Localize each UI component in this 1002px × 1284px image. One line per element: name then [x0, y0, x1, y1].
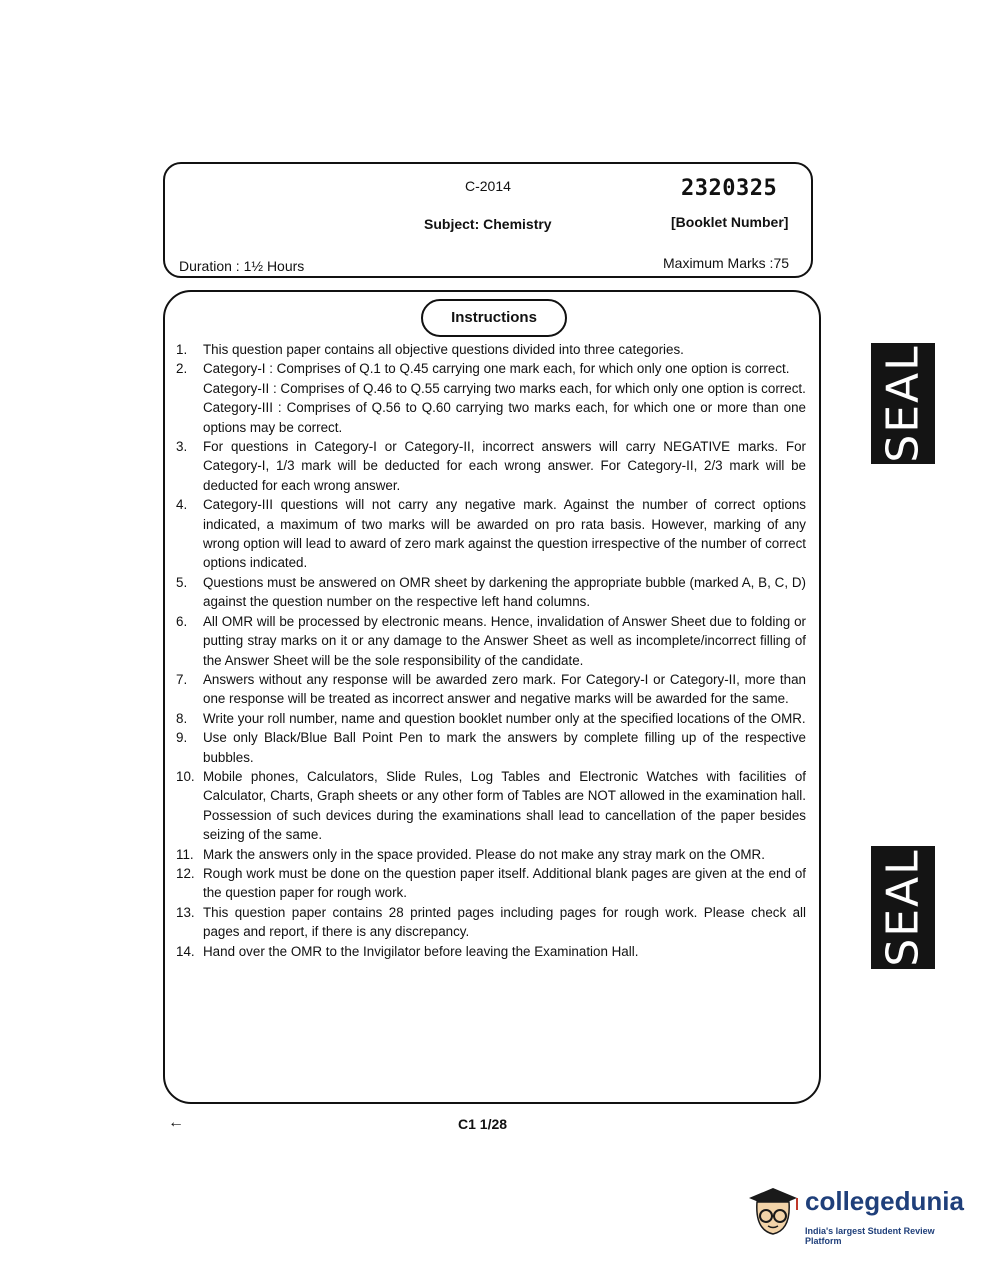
logo-tagline: India's largest Student Review Platform — [805, 1226, 935, 1246]
instruction-number: 4. — [176, 497, 188, 513]
graduate-face-icon — [743, 1180, 803, 1240]
seal-bottom — [871, 846, 935, 969]
instruction-item — [176, 612, 806, 670]
logo-name: collegedunia — [805, 1186, 964, 1216]
instruction-item — [176, 437, 806, 495]
instruction-number: 11. — [176, 846, 194, 862]
instruction-text: For questions in Category-I or Category-II, incorrect answers will carry NEGATIVE marks. For Category-I, 1/3 mark will be deducted for each wrong answer. For Category-II, 2/3 mark will be deducted for each wrong answer. — [203, 439, 806, 493]
instruction-item — [176, 359, 806, 437]
instruction-text: Hand over the OMR to the Invigilator before leaving the Examination Hall. — [203, 943, 639, 959]
duration: Duration : 1½ Hours — [179, 258, 305, 274]
collegedunia-logo — [743, 1180, 973, 1250]
instruction-number: 13. — [176, 904, 195, 920]
instruction-text: Rough work must be done on the question paper itself. Additional blank pages are given at the end of the question paper for rough work. — [203, 865, 806, 901]
instruction-text: This question paper contains 28 printed pages including pages for rough work. Please check all pages and report, if there is any discrepancy. — [203, 904, 806, 940]
instruction-item — [176, 495, 806, 573]
instruction-number: 3. — [176, 439, 188, 455]
instruction-text: Questions must be answered on OMR sheet by darkening the appropriate bubble (marked A, B, C, D) against the question number on the respective left hand columns. — [203, 574, 806, 610]
instruction-number: 8. — [176, 710, 188, 726]
instruction-number: 14. — [176, 943, 195, 959]
instruction-item — [176, 573, 806, 612]
seal-label: SEAL — [877, 848, 929, 967]
paper-code: C-2014 — [465, 178, 511, 194]
instruction-number: 2. — [176, 361, 188, 377]
instruction-text: Mark the answers only in the space provided. Please do not make any stray mark on the OMR. — [203, 846, 765, 862]
instruction-item — [176, 767, 806, 845]
instruction-number: 10. — [176, 768, 195, 784]
booklet-number: 2320325 — [681, 176, 778, 201]
instruction-text: Mobile phones, Calculators, Slide Rules, Log Tables and Electronic Watches with facilities of Calculator, Charts, Graph sheets or any other form of Tables are NOT allowed in the examination hall. Possession of such devices during the examinations shall lead to cancellation of the paper besides seizing of the same. — [203, 768, 806, 843]
instruction-number: 9. — [176, 730, 188, 746]
instructions-title: Instructions — [421, 299, 567, 337]
instruction-text: Category-I : Comprises of Q.1 to Q.45 carrying one mark each, for which only one option is correct. — [203, 361, 790, 377]
instruction-text: Write your roll number, name and question booklet number only at the specified locations of the OMR. — [203, 710, 806, 726]
instruction-text: Use only Black/Blue Ball Point Pen to mark the answers by complete filling up of the respective bubbles. — [203, 730, 806, 765]
instruction-text: Category-III questions will not carry any negative mark. Against the number of correct options indicated, a maximum of two marks will be awarded on pro rata basis. However, marking of any wrong option will lead to award of zero mark against the question irrespective of the number of correct options indicated. — [203, 497, 806, 571]
page-number: C1 1/28 — [458, 1116, 508, 1132]
booklet-number-label: [Booklet Number] — [671, 214, 789, 230]
instruction-item — [176, 340, 806, 359]
arrow-left-icon: ← — [168, 1114, 184, 1131]
instruction-item — [176, 845, 806, 864]
instruction-item — [176, 942, 806, 961]
instruction-text: This question paper contains all objective questions divided into three categories. — [203, 342, 684, 357]
instruction-number: 12. — [176, 865, 195, 881]
seal-label: SEAL — [877, 344, 929, 463]
instruction-item — [176, 903, 806, 942]
instruction-text: Category-II : Comprises of Q.46 to Q.55 carrying two marks each, for which only one option is correct. — [203, 380, 806, 396]
instruction-text: Answers without any response will be awarded zero mark. For Category-I or Category-II, more than one response will be treated as incorrect answer and negative marks will be awarded for the same. — [203, 671, 806, 707]
instruction-item — [176, 670, 806, 709]
instruction-number: 7. — [176, 671, 188, 687]
maximum-marks: Maximum Marks :75 — [663, 255, 790, 271]
header-box — [163, 162, 813, 278]
instruction-number: 1. — [176, 342, 188, 357]
subject: Subject: Chemistry — [424, 216, 552, 232]
seal-top — [871, 343, 935, 464]
instruction-number: 6. — [176, 613, 188, 629]
instruction-item — [176, 728, 806, 767]
instruction-item — [176, 864, 806, 903]
instruction-number: 5. — [176, 574, 188, 590]
instructions-list — [176, 340, 806, 961]
instruction-text: All OMR will be processed by electronic means. Hence, invalidation of Answer Sheet due to folding or putting stray marks on it or any damage to the Answer Sheet as well as incomplete/incorrect filling of the Answer Sheet will be the sole responsibility of the candidate. — [203, 613, 806, 668]
instruction-text: Category-III : Comprises of Q.56 to Q.60 carrying two marks each, for which one or more than one options may be correct. — [203, 400, 806, 435]
instruction-item — [176, 709, 806, 728]
